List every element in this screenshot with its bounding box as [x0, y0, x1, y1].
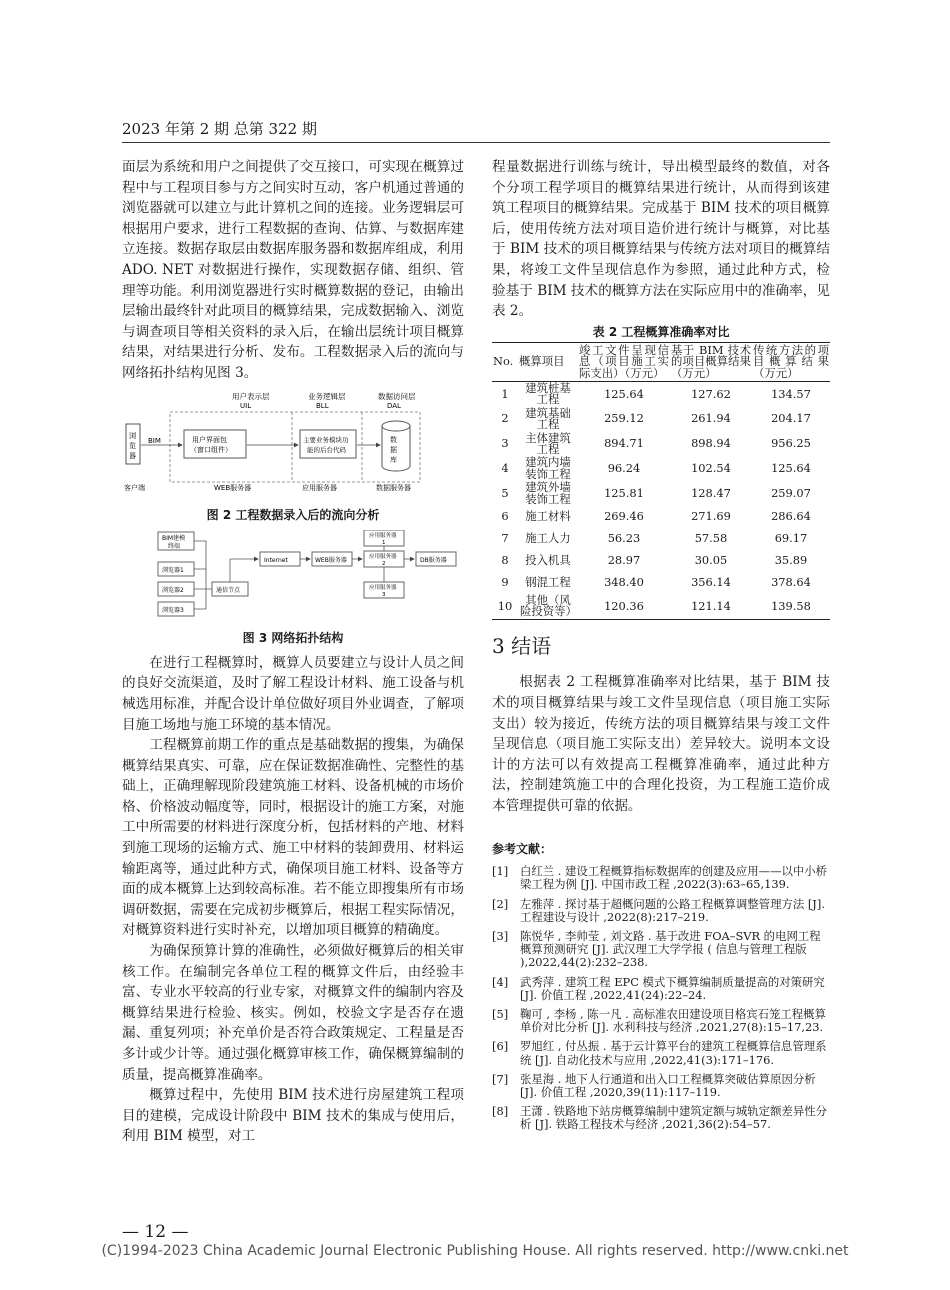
- cell-traditional: 69.17: [774, 531, 808, 546]
- cell-item: 建筑桩基工程: [525, 380, 571, 407]
- bl-box-line1: 主要业务模块功: [303, 435, 349, 444]
- section-title: 3 结语: [492, 633, 552, 658]
- left-column: [122, 157, 464, 1147]
- table-row: [492, 550, 830, 572]
- cell-actual: 28.97: [607, 553, 641, 568]
- layer-da-en: DAL: [387, 401, 401, 410]
- browser-char-2: 览: [129, 441, 136, 450]
- bim-arrow-label: BIM: [148, 436, 161, 445]
- reference-item: [492, 976, 830, 1002]
- cell-bim: 271.69: [691, 509, 731, 524]
- body-paragraph: 工程概算前期工作的重点是基础数据的搜集，为确保概算结果真实、可靠，应在保证数据准确性、完整性的基础上，正确理解现阶段建筑施工材料、设备机械的市场价格、价格波动幅度等，同时，根据设计的施工方案，对施工中所需要的材料进行深度分析，包括材料的产地、材料到施工现场的运输方式、施工中材料的装卸费用、材料运输距离等，通过此种方式，确保项目施工材料、设备等方面的成本概算上达到较高标准。若不能立即搜集所有市场调研数据，需要在完成初步概算后，根据工程实际情况，对概算资料进行实时补充，以增加项目概算的精确度。: [122, 737, 464, 939]
- conclusion-paragraph: 根据表 2 工程概算准确率对比结果，基于 BIM 技术的项目概算结果与竣工文件呈现信息（项目施工实际支出）较为接近，传统方法的项目概算结果与竣工文件呈现信息（项目施工实际支出）差异较大。说明本文设计的方法可以有效提高工程概算准确率，通过此种方法，控制建筑施工中的合理化投资，为工程施工造价成本管理提供可靠的依据。: [492, 674, 830, 814]
- app-server1-line1: 应用服务器: [369, 533, 397, 540]
- cell-bim: 30.05: [694, 553, 728, 568]
- layer-ui-en: UIL: [240, 401, 252, 410]
- app-server2-line1: 应用服务器: [369, 554, 397, 561]
- reference-number: [8]: [492, 1104, 509, 1119]
- reference-item: [492, 1105, 830, 1131]
- cell-actual: 125.64: [604, 386, 644, 401]
- bim-terminal-line1: BIM建模: [162, 535, 186, 543]
- cell-traditional: 378.64: [771, 575, 811, 590]
- reference-text: 左雅萍 . 探讨基于超概问题的公路工程概算调整管理方法 [J]. 工程建设与设计 ,2022(8):217–219.: [520, 896, 825, 924]
- col-header-item: 概算项目: [518, 342, 578, 381]
- client-label: 客户端: [124, 483, 145, 492]
- browser1-label: 浏览器1: [162, 567, 184, 575]
- table-row: [492, 432, 830, 457]
- cell-item: 施工材料: [525, 509, 571, 524]
- cell-traditional: 134.57: [771, 386, 811, 401]
- db-server-label: 数据服务器: [376, 483, 411, 492]
- cell-traditional: 125.64: [771, 461, 811, 476]
- body-paragraph: 概算过程中，先使用 BIM 技术进行房屋建筑工程项目的建模，完成设计阶段中 BIM 技术的集成与使用后，利用 BIM 模型，对工: [122, 1087, 464, 1145]
- reference-text: 武秀萍 . 建筑工程 EPC 模式下概算编制质量提高的对策研究 [J]. 价值工程 ,2022,41(24):22–24.: [520, 974, 825, 1002]
- table-row: [492, 481, 830, 506]
- cell-bim: 898.94: [691, 436, 731, 451]
- col-header-no: No.: [492, 342, 518, 381]
- layer-bl-en: BLL: [316, 401, 329, 410]
- cell-no: 2: [501, 411, 509, 426]
- web-server-node-label: WEB服务器: [315, 557, 347, 565]
- reference-number: [4]: [492, 974, 509, 989]
- web-server-label: WEB服务器: [214, 483, 252, 492]
- reference-item: [492, 898, 830, 924]
- bl-box-line2: 能的后台代码: [307, 445, 346, 454]
- cell-actual: 348.40: [604, 575, 644, 590]
- figure-2-caption: 图 2 工程数据录入后的流向分析: [206, 508, 380, 523]
- references-title: 参考文献：: [492, 841, 553, 856]
- cell-item: 建筑基础工程: [525, 405, 571, 432]
- table-row: [492, 572, 830, 594]
- reference-text: 张星海 . 地下人行通道和出入口工程概算突破估算原因分析 [J]. 价值工程 ,2020,39(11):117–119.: [520, 1071, 816, 1100]
- col-header-actual: 竣工文件呈现信息（项目施工实际支出）（万元）: [579, 342, 669, 380]
- cell-actual: 56.23: [607, 531, 641, 546]
- cell-bim: 102.54: [691, 461, 731, 476]
- cell-actual: 120.36: [578, 594, 670, 619]
- cell-traditional: 259.07: [771, 485, 811, 500]
- cell-actual: 894.71: [604, 436, 644, 451]
- table-row: [492, 528, 830, 550]
- app-server-label: 应用服务器: [302, 483, 337, 492]
- table-body: [492, 381, 830, 619]
- cell-no: 5: [501, 485, 509, 500]
- db-server-node-label: DB服务器: [420, 557, 447, 565]
- cell-traditional: 956.25: [771, 436, 811, 451]
- cell-no: 3: [501, 436, 509, 451]
- cell-traditional: 204.17: [771, 411, 811, 426]
- ui-box-line2: （窗口组件）: [190, 445, 232, 454]
- network-topology-diagram: [122, 530, 464, 620]
- cell-bim: 356.14: [691, 575, 731, 590]
- cell-item: 其他（风险投资等）: [520, 593, 577, 619]
- reference-item: [492, 1008, 830, 1034]
- internet-label: Internet: [264, 557, 288, 565]
- db-char-3: 库: [390, 455, 397, 464]
- cell-no: 7: [501, 531, 509, 546]
- body-paragraph: 在进行工程概算时，概算人员要建立与设计人员之间的良好交流渠道，及时了解工程设计材料、施工设备与机械选用标准，并配合设计单位做好项目外业调查，了解项目施工场地与施工环境的基本情况。: [122, 654, 464, 733]
- col-header-bim: 基于 BIM 技术的项目概算结果（万元）: [671, 342, 751, 380]
- layer-bl-label: 业务逻辑层: [308, 391, 346, 401]
- cell-bim: 57.58: [694, 531, 728, 546]
- db-char-1: 数: [390, 435, 397, 444]
- database-cylinder: [382, 421, 410, 471]
- table-row: [492, 594, 830, 619]
- app-server1-line2: 1: [382, 540, 386, 547]
- reference-text: 鞠可 , 李杨 , 陈一凡 . 高标准农田建设项目格宾石笼工程概算单价对比分析 [J]. 水利科技与经济 ,2021,27(8):15–17,23.: [520, 1007, 826, 1035]
- table-row: [492, 456, 830, 481]
- reference-text: 罗旭红 , 付丛振 . 基于云计算平台的建筑工程概算信息管理系统 [J]. 自动化技术与应用 ,2022,41(3):171–176.: [520, 1039, 827, 1067]
- table-row: [492, 407, 830, 432]
- journal-issue-header: 2023 年第 2 期 总第 322 期: [122, 120, 317, 138]
- figure-3-caption: 图 3 网络拓扑结构: [242, 630, 344, 645]
- cell-bim: 127.62: [691, 386, 731, 401]
- app-server3-line1: 应用服务器: [369, 585, 397, 592]
- app-server2-line2: 2: [382, 561, 386, 568]
- cell-no: 6: [501, 509, 509, 524]
- cell-item: 投入机具: [525, 553, 571, 568]
- figure-2: [122, 390, 464, 525]
- app-server3-line2: 3: [382, 592, 386, 599]
- table-row: [492, 381, 830, 406]
- browser-char-3: 器: [129, 451, 136, 460]
- reference-number: [6]: [492, 1039, 509, 1054]
- reference-number: [1]: [492, 864, 509, 879]
- reference-text: 王潇 . 铁路地下站房概算编制中建筑定额与城轨定额差异性分析 [J]. 铁路工程技术与经济 ,2021,36(2):54–57.: [520, 1104, 828, 1132]
- cell-traditional: 139.58: [752, 594, 830, 619]
- ui-box-line1: 用户界面包: [192, 435, 227, 444]
- col-header-traditional: 传统方法的项目概算结果（万元）: [753, 342, 829, 380]
- cell-actual: 125.81: [604, 485, 644, 500]
- cell-traditional: 286.64: [771, 509, 811, 524]
- reference-item: [492, 1073, 830, 1099]
- header-rule: [122, 142, 830, 143]
- layer-da-label: 数据访问层: [378, 391, 416, 401]
- browser-char-1: 浏: [129, 431, 136, 440]
- cell-item: 钢混工程: [525, 575, 571, 590]
- copyright-footer: (C)1994-2023 China Academic Journal Electronic Publishing House. All rights reserved. http://www.cnki.net: [101, 1243, 849, 1259]
- right-column: [492, 157, 830, 1138]
- accuracy-comparison-table: [492, 342, 830, 620]
- page-number: — 12 —: [122, 1222, 189, 1242]
- link-lines: [194, 541, 212, 609]
- cell-no: 1: [501, 386, 509, 401]
- body-paragraph: 程量数据进行训练与统计，导出模型最终的数值，对各个分项工程学项目的概算结果进行统计，从而得到该建筑工程项目的概算结果。完成基于 BIM 技术的项目概算后，使用传统方法对项目造价进行统计与概算，对比基于 BIM 技术的项目概算结果与传统方法对项目的概算结果，将竣工文件呈现信息作为参照，通过此种方式，检验基于 BIM 技术的概算方法在实际应用中的准确率，见表 2。: [492, 159, 830, 320]
- table-row: [492, 506, 830, 528]
- body-paragraph: 为确保预算计算的准确性，必须做好概算后的相关审核工作。在编制完各单位工程的概算文件后，由经验丰富、专业水平较高的行业专家，对概算文件的编制内容及概算结果进行检验、核实。例如，校验文字是否存在遗漏、重复列项；补充单价是否符合政策规定、工程量是否多计或少计等。通过强化概算审核工作，确保概算编制的质量，提高概算准确率。: [122, 943, 464, 1083]
- cell-actual: 259.12: [604, 411, 644, 426]
- reference-number: [3]: [492, 929, 509, 943]
- reference-item: [492, 930, 830, 970]
- cell-bim: 261.94: [691, 411, 731, 426]
- cell-bim: 121.14: [670, 594, 752, 619]
- cell-item: 施工人力: [525, 531, 571, 546]
- body-paragraph: 面层为系统和用户之间提供了交互接口，可实现在概算过程中与工程项目参与方之间实时互动，客户机通过普通的浏览器就可以建立与此计算机之间的连接。业务逻辑层可根据用户要求，进行工程数据的查询、估算、与数据库建立连接。数据存取层由数据库服务器和数据库组成，利用 ADO. NET 对数据进行操作，实现数据存储、组织、管理等功能。利用浏览器进行实时概算数据的登记，由输出层输出最终针对此项目的概算结果，完成数据输入、浏览与调查项目等相关资料的录入后，在输出层统计项目概算结果，对结果进行分析、发布。工程数据录入后的流向与网络拓扑结构见图 3。: [122, 159, 464, 381]
- cell-no: 10: [492, 594, 518, 619]
- cell-no: 8: [501, 553, 509, 568]
- browser3-label: 浏览器3: [162, 607, 184, 615]
- browser2-label: 浏览器2: [162, 587, 184, 595]
- reference-number: [7]: [492, 1071, 509, 1086]
- db-char-2: 据: [390, 445, 397, 454]
- reference-number: [5]: [492, 1007, 509, 1022]
- cell-actual: 269.46: [604, 509, 644, 524]
- comm-node-label: 通信节点: [216, 587, 241, 595]
- reference-text: 白红兰 . 建设工程概算指标数据库的创建及应用——以中小桥梁工程为例 [J]. 中国市政工程 ,2022(3):63–65,139.: [520, 864, 828, 892]
- cell-no: 4: [501, 461, 509, 476]
- layer-ui-label: 用户表示层: [232, 391, 270, 401]
- cell-item: 建筑内墙装饰工程: [525, 455, 571, 481]
- cell-no: 9: [501, 575, 509, 590]
- data-flow-diagram: [122, 390, 464, 498]
- figure-3: [122, 530, 464, 647]
- cell-bim: 128.47: [691, 485, 731, 500]
- table-2-caption: 表 2 工程概算准确率对比: [592, 324, 730, 339]
- reference-item: [492, 1040, 830, 1066]
- reference-item: [492, 865, 830, 891]
- cell-actual: 96.24: [607, 461, 641, 476]
- reference-number: [2]: [492, 896, 509, 911]
- bim-terminal-line2: 终端: [168, 543, 181, 551]
- reference-text: 陈悦华 , 李帅莹 , 刘文路 . 基于改进 FOA–SVR 的电网工程概算预测研究 [J]. 武汉理工大学学报 ( 信息与管理工程版 ),2022,44(2):232–238.: [520, 929, 821, 970]
- references-list: [492, 865, 830, 1131]
- cell-item: 建筑外墙装饰工程: [525, 480, 571, 506]
- cell-item: 主体建筑工程: [525, 430, 571, 456]
- cell-traditional: 35.89: [774, 553, 808, 568]
